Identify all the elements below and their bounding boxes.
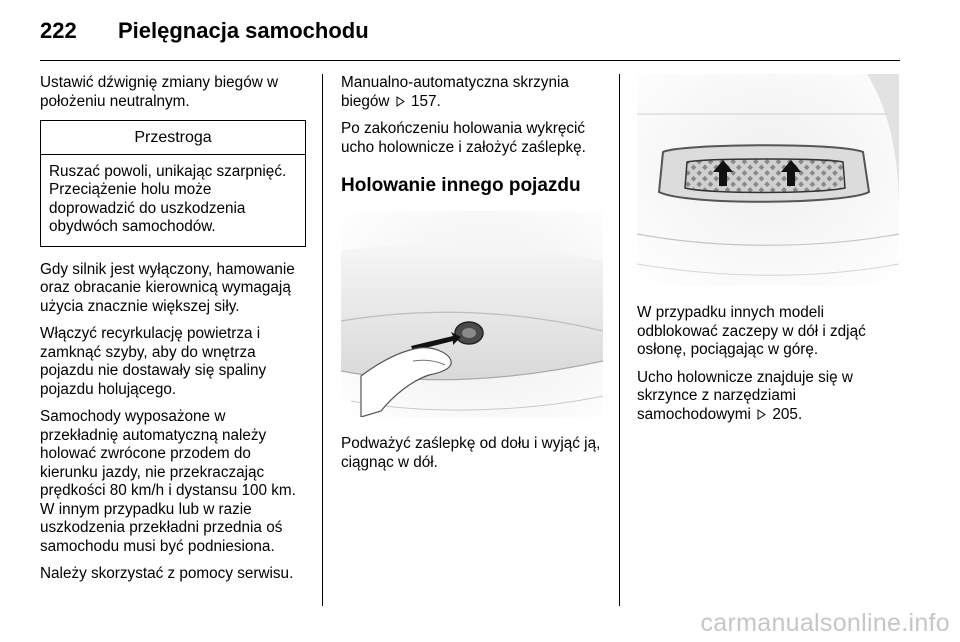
towing-eye-cover-illustration xyxy=(341,211,603,417)
paragraph: Gdy silnik jest wyłączony, hamowanie oraz obracanie kierownicą wymagają użycia znacznie większej siły. xyxy=(40,260,295,315)
column-divider xyxy=(619,74,620,606)
cross-reference-arrow-icon xyxy=(757,409,766,420)
paragraph: W przypadku innych modeli odblokować zaczepy w dół i zdjąć osłonę, pociągając w górę. xyxy=(637,304,866,358)
reference-page: 205. xyxy=(772,405,803,423)
warning-title: Przestroga xyxy=(41,121,305,155)
paragraph xyxy=(341,74,603,111)
towing-eye-grille-cover-illustration xyxy=(637,74,899,286)
column-1 xyxy=(40,74,306,593)
watermark: carmanualsonline.info xyxy=(700,609,950,637)
paragraph xyxy=(637,369,899,425)
section-heading: Holowanie innego pojazdu xyxy=(341,175,581,196)
column-3 xyxy=(637,74,899,433)
paragraph: Włączyć recyrkulację powietrza i zamknąć szyby, aby do wnętrza pojazdu nie dostawały się spaliny pojazdu holującego. xyxy=(40,325,267,398)
intro-paragraph: Ustawić dźwignię zmiany biegów w położeniu neutralnym. xyxy=(40,74,279,110)
paragraph: Samochody wyposażone w przekładnię automatyczną należy holować zwrócone przodem do kierunku jazdy, nie przekraczając prędkości 80 km/h i dystansu 100 km. W innym przypadku lub w razie uszkodzenia przekładni przednia oś samochodu musi być podniesiona. xyxy=(40,408,296,555)
page-title: Pielęgnacja samochodu xyxy=(118,18,369,43)
column-divider xyxy=(322,74,323,606)
warning-body: Ruszać powoli, unikając szarpnięć. Przeciążenie holu może doprowadzić do uszkodzenia obydwóch samochodów. xyxy=(49,162,287,235)
paragraph: Po zakończeniu holowania wykręcić ucho holownicze i założyć zaślepkę. xyxy=(341,120,586,156)
cross-reference-arrow-icon xyxy=(396,96,405,107)
column-2 xyxy=(341,74,603,481)
header-rule xyxy=(40,60,900,61)
reference-text: Ucho holownicze znajduje się w skrzynce z narzędziami samochodowymi xyxy=(637,368,853,423)
page-number: 222 xyxy=(40,18,77,43)
reference-text: Manualno-automatyczna skrzynia biegów xyxy=(341,74,569,110)
figure-caption: Podważyć zaślepkę od dołu i wyjąć ją, ciągnąc w dół. xyxy=(341,435,601,471)
warning-box xyxy=(40,120,306,247)
reference-page: 157. xyxy=(410,92,441,110)
paragraph: Należy skorzystać z pomocy serwisu. xyxy=(40,565,294,582)
